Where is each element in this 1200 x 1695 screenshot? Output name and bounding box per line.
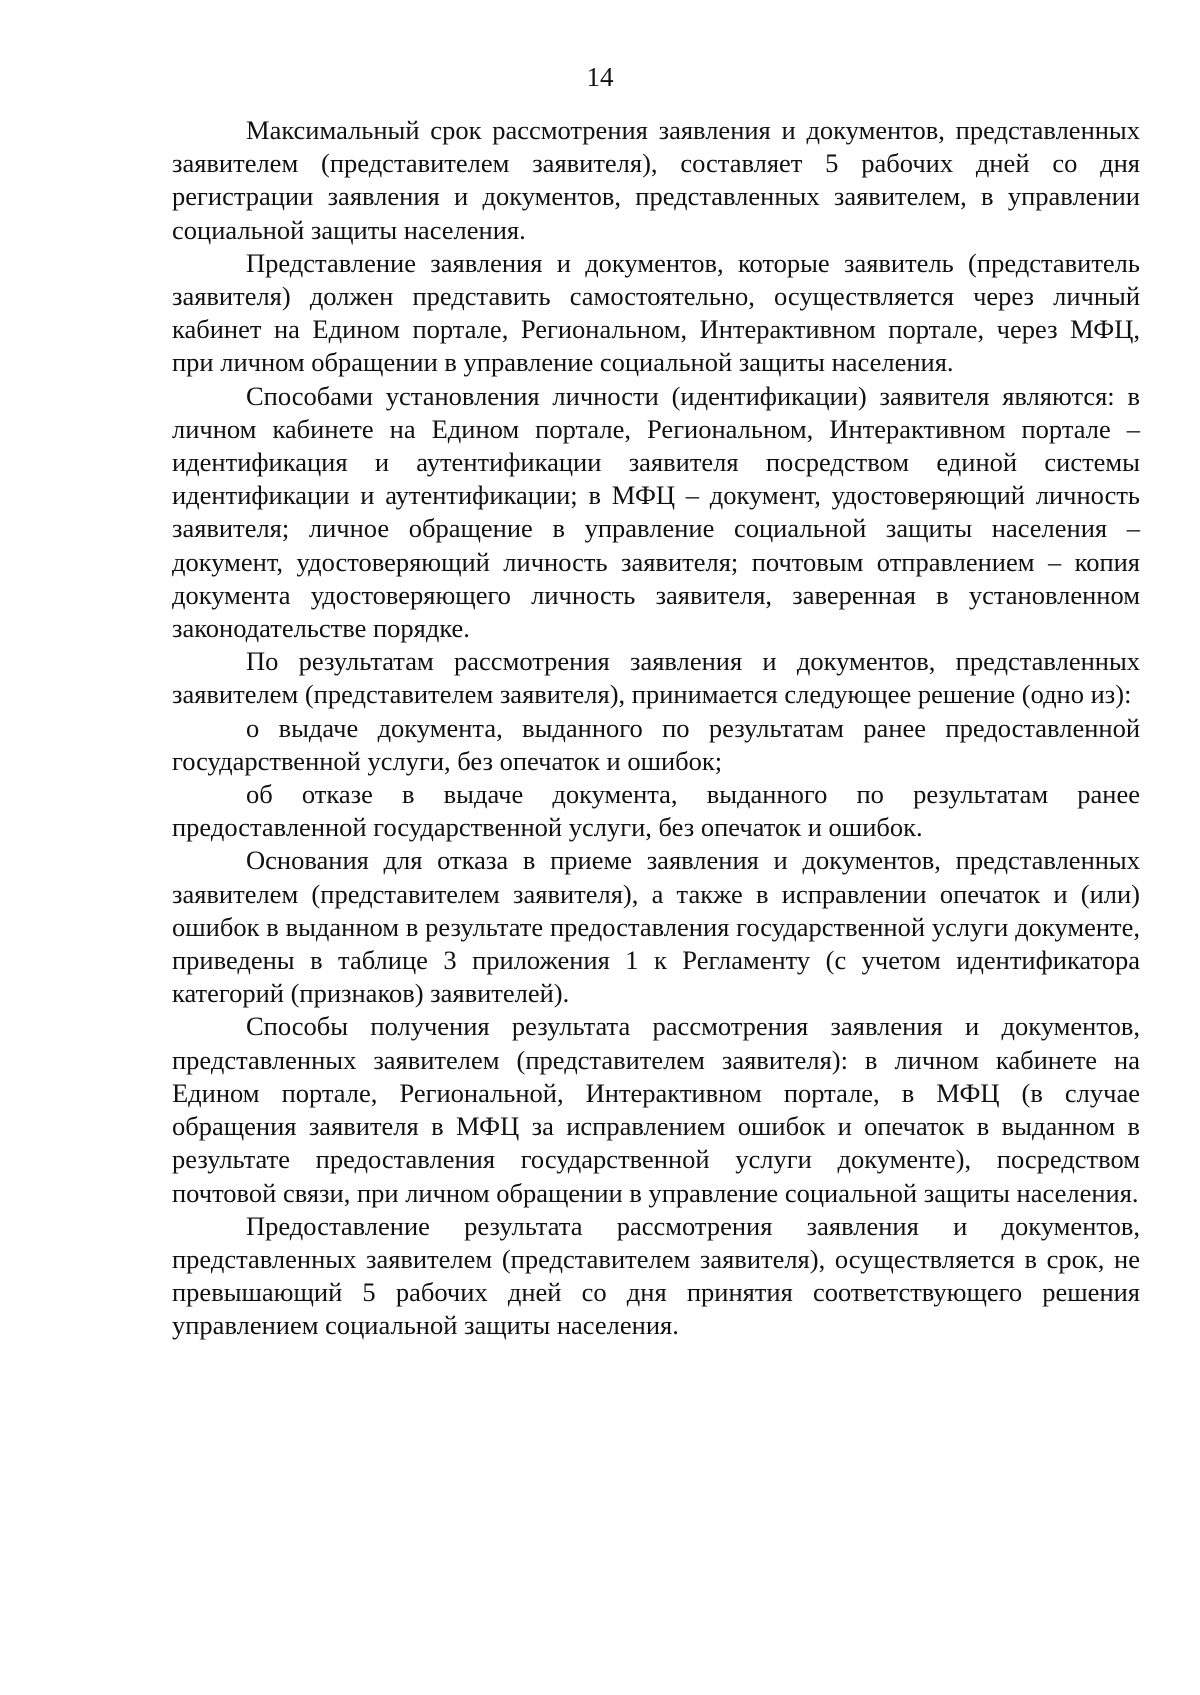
paragraph-submission-methods: Представление заявления и документов, которые заявитель (представитель заявителя) должен представить самостоятельно, осуществляется через личный кабинет на Едином портале, Региональном, Интерактивном портале, через МФЦ, при личном обращении в управление социальной защиты населения. bbox=[172, 247, 1140, 378]
paragraph-identification-methods: Способами установления личности (идентификации) заявителя являются: в личном кабинете на Едином портале, Региональном, Интерактивном портале – идентификация и аутентификации заявителя посредством единой системы идентификации и аутентификации; в МФЦ – документ, удостоверяющий личность заявителя; личное обращение в управление социальной защиты населения – документ, удостоверяющий личность заявителя; почтовым отправлением – копия документа удостоверяющего личность заявителя, заверенная в установленном законодательстве порядке. bbox=[172, 380, 1140, 644]
paragraph-decision-intro: По результатам рассмотрения заявления и документов, представленных заявителем (представителем заявителя), принимается следующее решение (одно из): bbox=[172, 646, 1140, 710]
paragraph-decision-issue: о выдаче документа, выданного по результатам ранее предоставленной государственной услуги, без опечаток и ошибок; bbox=[172, 712, 1140, 776]
document-body bbox=[172, 114, 1140, 1343]
paragraph-decision-refusal: об отказе в выдаче документа, выданного по результатам ранее предоставленной государственной услуги, без опечаток и ошибок. bbox=[172, 779, 1140, 843]
paragraph-refusal-grounds: Основания для отказа в приеме заявления и документов, представленных заявителем (представителем заявителя), а также в исправлении опечаток и (или) ошибок в выданном в результате предоставления государственной услуги документе, приведены в таблице 3 приложения 1 к Регламенту (с учетом идентификатора категорий (признаков) заявителей). bbox=[172, 845, 1140, 1009]
page-number: 14 bbox=[586, 62, 614, 92]
paragraph-result-methods: Способы получения результата рассмотрения заявления и документов, представленных заявителем (представителем заявителя): в личном кабинете на Едином портале, Региональной, Интерактивном портале, в МФЦ (в случае обращения заявителя в МФЦ за исправлением ошибок и опечаток в выданном в результате предоставления государственной услуги документе), посредством почтовой связи, при личном обращении в управление социальной защиты населения. bbox=[172, 1011, 1140, 1208]
paragraph-processing-term: Максимальный срок рассмотрения заявления и документов, представленных заявителем (представителем заявителя), составляет 5 рабочих дней со дня регистрации заявления и документов, представленных заявителем, в управлении социальной защиты населения. bbox=[172, 115, 1140, 245]
paragraph-result-term: Предоставление результата рассмотрения заявления и документов, представленных заявителем (представителем заявителя), осуществляется в срок, не превышающий 5 рабочих дней со дня принятия соответствующего решения управлением социальной защиты населения. bbox=[172, 1210, 1140, 1341]
